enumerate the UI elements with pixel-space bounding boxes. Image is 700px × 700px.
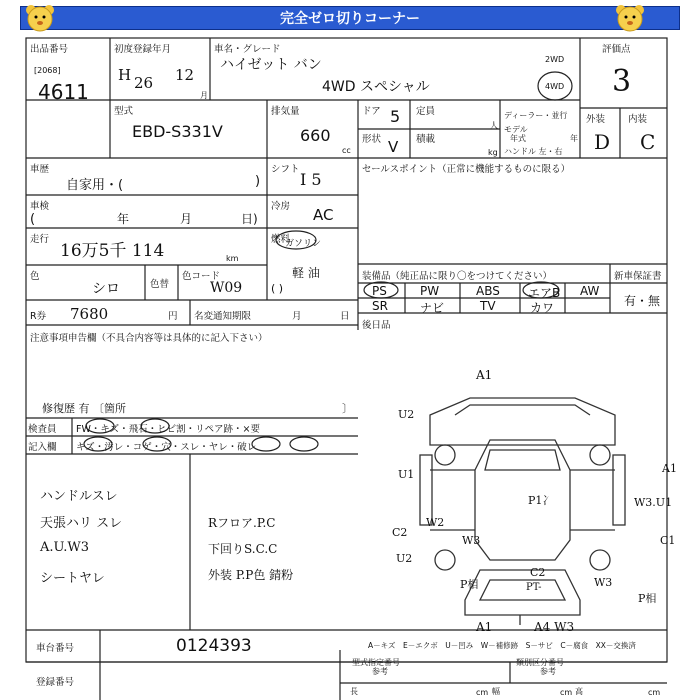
equip-abs: ABS	[476, 284, 500, 298]
shape-value: V	[388, 138, 399, 156]
first-reg-year: 26	[134, 74, 154, 92]
reg-label: 登録番号	[36, 677, 75, 688]
sales-point-label: セールスポイント（正常に機能するものに限る）	[362, 164, 571, 175]
lot-label: 出品番号	[30, 44, 69, 55]
fuel-diesel: 軽 油	[292, 266, 320, 280]
recycle-unit: 円	[168, 311, 178, 322]
load-unit: kg	[488, 148, 498, 157]
equip-airbag: エアB	[528, 286, 561, 300]
int-score: C	[640, 130, 656, 154]
ext-score: D	[594, 130, 611, 154]
capacity-unit: 人	[490, 121, 498, 130]
class-ref: 参考	[540, 667, 556, 676]
caution-label: 注意事項申告欄（不具合内容等は具体的に記入下さい）	[30, 333, 268, 344]
inspection-day: 日)	[241, 212, 258, 226]
shift-value: I 5	[300, 170, 322, 189]
mark-w3-b: W3	[594, 576, 613, 589]
year-unit: 年	[570, 134, 578, 143]
mark-p-bottom: P相	[638, 592, 657, 605]
dealer-label: ディーラー・並行	[504, 111, 568, 120]
mark-a1-right: A1	[662, 462, 677, 475]
drive-4wd: 4WD	[545, 82, 565, 91]
note-left-4: シートヤレ	[40, 571, 105, 586]
dim-unit-1: cm	[476, 688, 489, 697]
mark-c2-bottom: C2	[530, 566, 546, 579]
chassis-label: 車台番号	[36, 643, 75, 654]
mileage-unit: km	[226, 254, 239, 263]
fuel-label: 燃料	[271, 234, 291, 245]
spec-number-label: 型式指定番号	[352, 658, 400, 667]
model-year-label: モデル	[504, 125, 528, 134]
shape-label: 形状	[362, 134, 382, 145]
first-reg-label: 初度登録年月	[114, 44, 172, 55]
dim-length: 長	[350, 687, 358, 696]
mark-u1: U1	[398, 468, 415, 481]
lot-number: 4611	[38, 80, 89, 104]
aircon-value: AC	[313, 206, 334, 224]
int-label: 内装	[628, 114, 648, 125]
mark-c1: C1	[660, 534, 676, 547]
history-label: 車歴	[30, 164, 50, 175]
note-left-3: A.U.W3	[40, 540, 90, 555]
model-name: ハイゼット バン	[220, 57, 322, 73]
first-reg-month-unit: 月	[200, 91, 208, 100]
notice-label: 名変通知期限	[194, 311, 252, 322]
first-reg-era: H	[118, 66, 132, 84]
equip-pw: PW	[420, 284, 440, 298]
color-code-label: 色コード	[182, 271, 221, 282]
score-label: 評価点	[602, 44, 631, 55]
equipment-label: 装備品（純正品に限り〇をつけてください）	[362, 271, 553, 282]
fuel-gas: ガソリン	[285, 239, 322, 249]
damage-legend: A－キズ E－エクボ U－凹み W－補修跡 S－サビ C－腐食 XX－交換済	[368, 641, 636, 650]
inspection-month: 月	[180, 212, 193, 226]
history-close: )	[255, 174, 261, 189]
repair-close: 〕	[342, 402, 353, 415]
class-number-label: 類別区分番号	[516, 658, 564, 667]
inspector-row2: キズ・汚レ・コゲ・穴・スレ・ヤレ・破レ	[76, 442, 257, 453]
displacement-label: 排気量	[271, 106, 300, 117]
equip-aw: AW	[580, 284, 600, 298]
header-title: 完全ゼロ切りコーナー	[280, 11, 420, 27]
mark-u2-b: U2	[396, 552, 413, 565]
doors-label: ドア	[362, 106, 381, 117]
mileage-label: 走行	[30, 234, 50, 245]
color-change-label: 色替	[150, 279, 170, 290]
inspection-year: 年	[117, 212, 130, 226]
equip-tv: TV	[480, 299, 496, 313]
color-value: シロ	[92, 281, 120, 297]
fuel-other: ( )	[271, 282, 284, 295]
model-grade: 4WD スペシャル	[322, 79, 430, 95]
note-right-1: Rフロア.P.C	[208, 516, 276, 530]
recycle-label: R券	[30, 311, 47, 322]
dim-unit-2: cm	[560, 688, 573, 697]
recycle-value: 7680	[70, 305, 109, 323]
repair-history: 修復歴 有 〔箇所	[42, 402, 126, 415]
spec-ref: 参考	[372, 667, 388, 676]
warranty-value: 有・無	[624, 294, 661, 308]
equip-ps: PS	[372, 284, 387, 298]
score-value: 3	[612, 64, 632, 99]
color-code-value: W09	[210, 280, 243, 296]
mark-w3-u1: W3.U1	[634, 496, 673, 509]
note-left-1: ハンドルスレ	[40, 489, 118, 504]
type-label: 型式	[114, 106, 134, 117]
history-value: 自家用・(	[66, 178, 124, 193]
dim-unit-3: cm	[648, 688, 661, 697]
rear-seat-label: 後日品	[362, 320, 391, 331]
doors-value: 5	[390, 107, 401, 126]
mark-a1-bottom: A1	[476, 620, 493, 634]
mileage-value: 16万5千 114	[60, 241, 165, 261]
dim-width: 幅	[492, 687, 500, 696]
inspection-label: 車検	[30, 201, 50, 212]
color-label: 色	[30, 271, 40, 282]
first-reg-month: 12	[175, 66, 195, 84]
mark-p-rear: P相	[460, 578, 479, 591]
mark-c2: C2	[392, 526, 408, 539]
inspector-label-2: 記入欄	[28, 442, 57, 453]
warranty-label: 新車保証書	[614, 271, 662, 282]
equip-sr: SR	[372, 299, 388, 313]
load-label: 積載	[416, 134, 436, 145]
displacement-value: 660	[300, 126, 331, 145]
year-label: 年式	[510, 134, 526, 143]
note-right-3: 外装 P.P色 錆粉	[208, 568, 294, 582]
capacity-label: 定員	[416, 106, 436, 117]
mark-w2: W2	[426, 516, 445, 529]
notice-month: 月	[292, 311, 302, 322]
note-left-2: 天張ハリ スレ	[40, 516, 123, 531]
equip-leather: カワ	[530, 301, 555, 315]
equip-navi: ナビ	[420, 301, 445, 315]
chassis-value: 0124393	[176, 636, 252, 656]
type-value: EBD-S331V	[132, 122, 223, 141]
displacement-unit: cc	[342, 146, 351, 155]
mark-p-roof: P1冫	[528, 494, 554, 507]
mark-a1-top: A1	[476, 368, 493, 382]
lot-sub: [2068]	[34, 66, 61, 75]
mark-w3: W3	[462, 534, 481, 547]
mark-pt: PT-	[526, 582, 542, 593]
drive-2wd: 2WD	[545, 55, 565, 64]
inspection-open: (	[30, 212, 36, 227]
shift-label: シフト	[271, 164, 300, 175]
aircon-label: 冷房	[271, 201, 291, 212]
handle-label: ハンドル 左・右	[504, 147, 563, 156]
inspector-row1: FW・キズ・飛石・ヒビ割・リペア跡・×要	[76, 424, 260, 435]
ext-label: 外装	[586, 114, 606, 125]
dim-height: 高	[575, 687, 583, 696]
inspector-label-1: 検査員	[28, 424, 57, 435]
note-right-2: 下回りS.C.C	[208, 542, 278, 556]
mark-u2: U2	[398, 408, 415, 421]
car-diagram	[420, 398, 625, 625]
notice-day: 日	[340, 311, 350, 322]
mark-a4w3: A4 W3	[534, 620, 575, 634]
model-label: 車名・グレード	[214, 44, 281, 55]
